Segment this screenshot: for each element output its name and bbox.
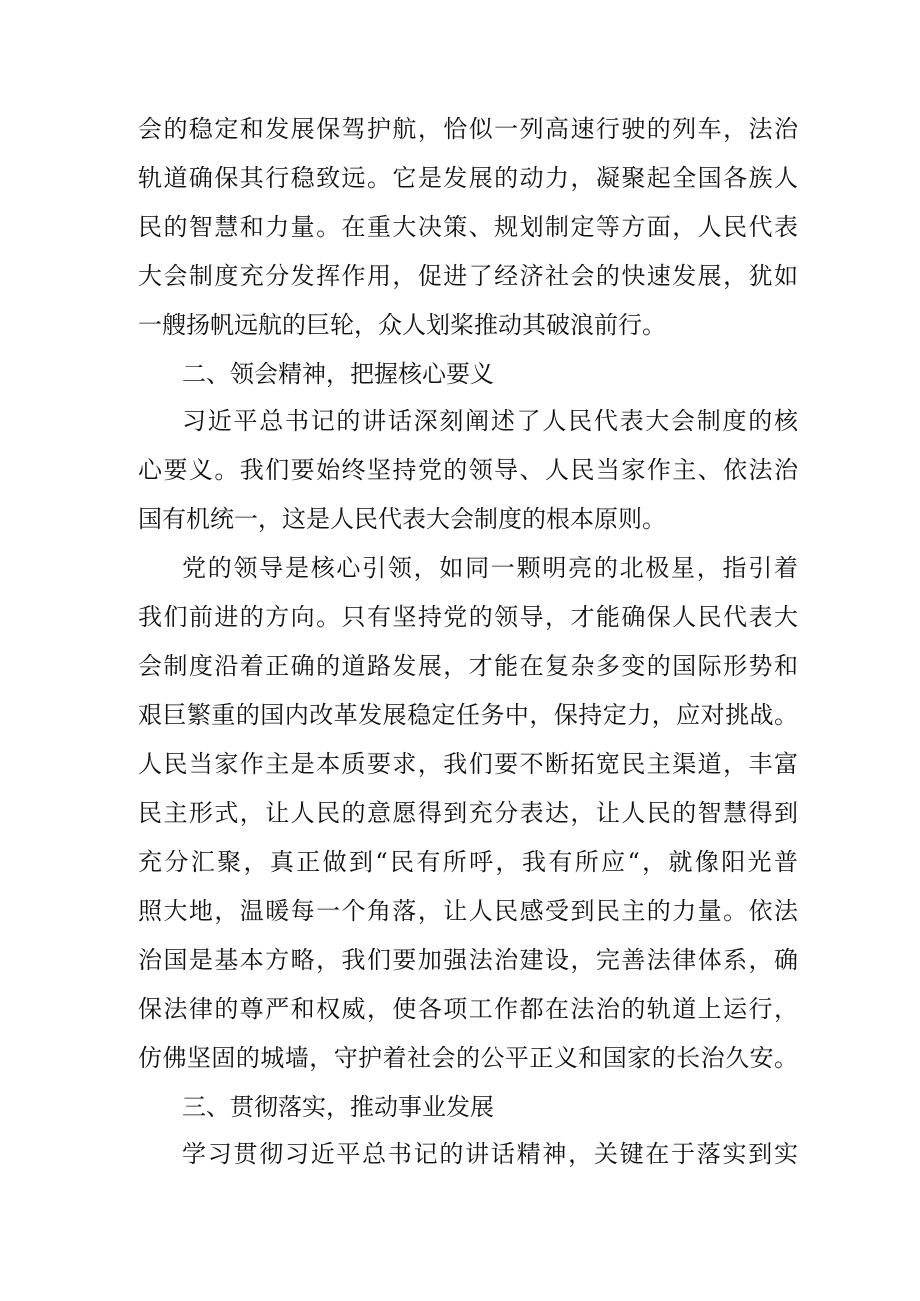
body-text-line: 艰巨繁重的国内改革发展稳定任务中，保持定力，应对挑战。 — [138, 701, 798, 729]
body-text-line: 轨道确保其行稳致远。它是发展的动力，凝聚起全国各族人 — [138, 164, 798, 192]
body-text-line: 保法律的尊严和权威，使各项工作都在法治的轨道上运行， — [138, 995, 798, 1023]
body-text-line: 照大地，温暖每一个角落，让人民感受到民主的力量。依法 — [138, 897, 798, 925]
body-text-line: 仿佛坚固的城墙，守护着社会的公平正义和国家的长治久安。 — [138, 1044, 798, 1072]
body-text-line: 充分汇聚，真正做到“民有所呼，我有所应“，就像阳光普 — [138, 848, 798, 876]
body-text-line: 治国是基本方略，我们要加强法治建设，完善法律体系，确 — [138, 946, 798, 974]
body-text-line: 党的领导是核心引领，如同一颗明亮的北极星，指引着 — [182, 554, 798, 582]
body-text-line: 一艘扬帆远航的巨轮，众人划桨推动其破浪前行。 — [138, 311, 666, 339]
section-heading: 三、贯彻落实，推动事业发展 — [182, 1093, 494, 1121]
body-text-line: 大会制度充分发挥作用，促进了经济社会的快速发展，犹如 — [138, 262, 798, 290]
body-text-line: 心要义。我们要始终坚持党的领导、人民当家作主、依法治 — [138, 456, 798, 484]
body-text-line: 学习贯彻习近平总书记的讲话精神，关键在于落实到实 — [182, 1140, 798, 1168]
body-text-line: 人民当家作主是本质要求，我们要不断拓宽民主渠道，丰富 — [138, 750, 798, 778]
body-text-line: 我们前进的方向。只有坚持党的领导，才能确保人民代表大 — [138, 603, 798, 631]
section-heading: 二、领会精神，把握核心要义 — [182, 360, 494, 388]
body-text-line: 国有机统一，这是人民代表大会制度的根本原则。 — [138, 505, 666, 533]
body-text-line: 民主形式，让人民的意愿得到充分表达，让人民的智慧得到 — [138, 799, 798, 827]
body-text-line: 会的稳定和发展保驾护航，恰似一列高速行驶的列车，法治 — [138, 115, 798, 143]
body-text-line: 习近平总书记的讲话深刻阐述了人民代表大会制度的核 — [182, 407, 798, 435]
body-text-line: 民的智慧和力量。在重大决策、规划制定等方面，人民代表 — [138, 213, 798, 241]
body-text-line: 会制度沿着正确的道路发展，才能在复杂多变的国际形势和 — [138, 652, 798, 680]
